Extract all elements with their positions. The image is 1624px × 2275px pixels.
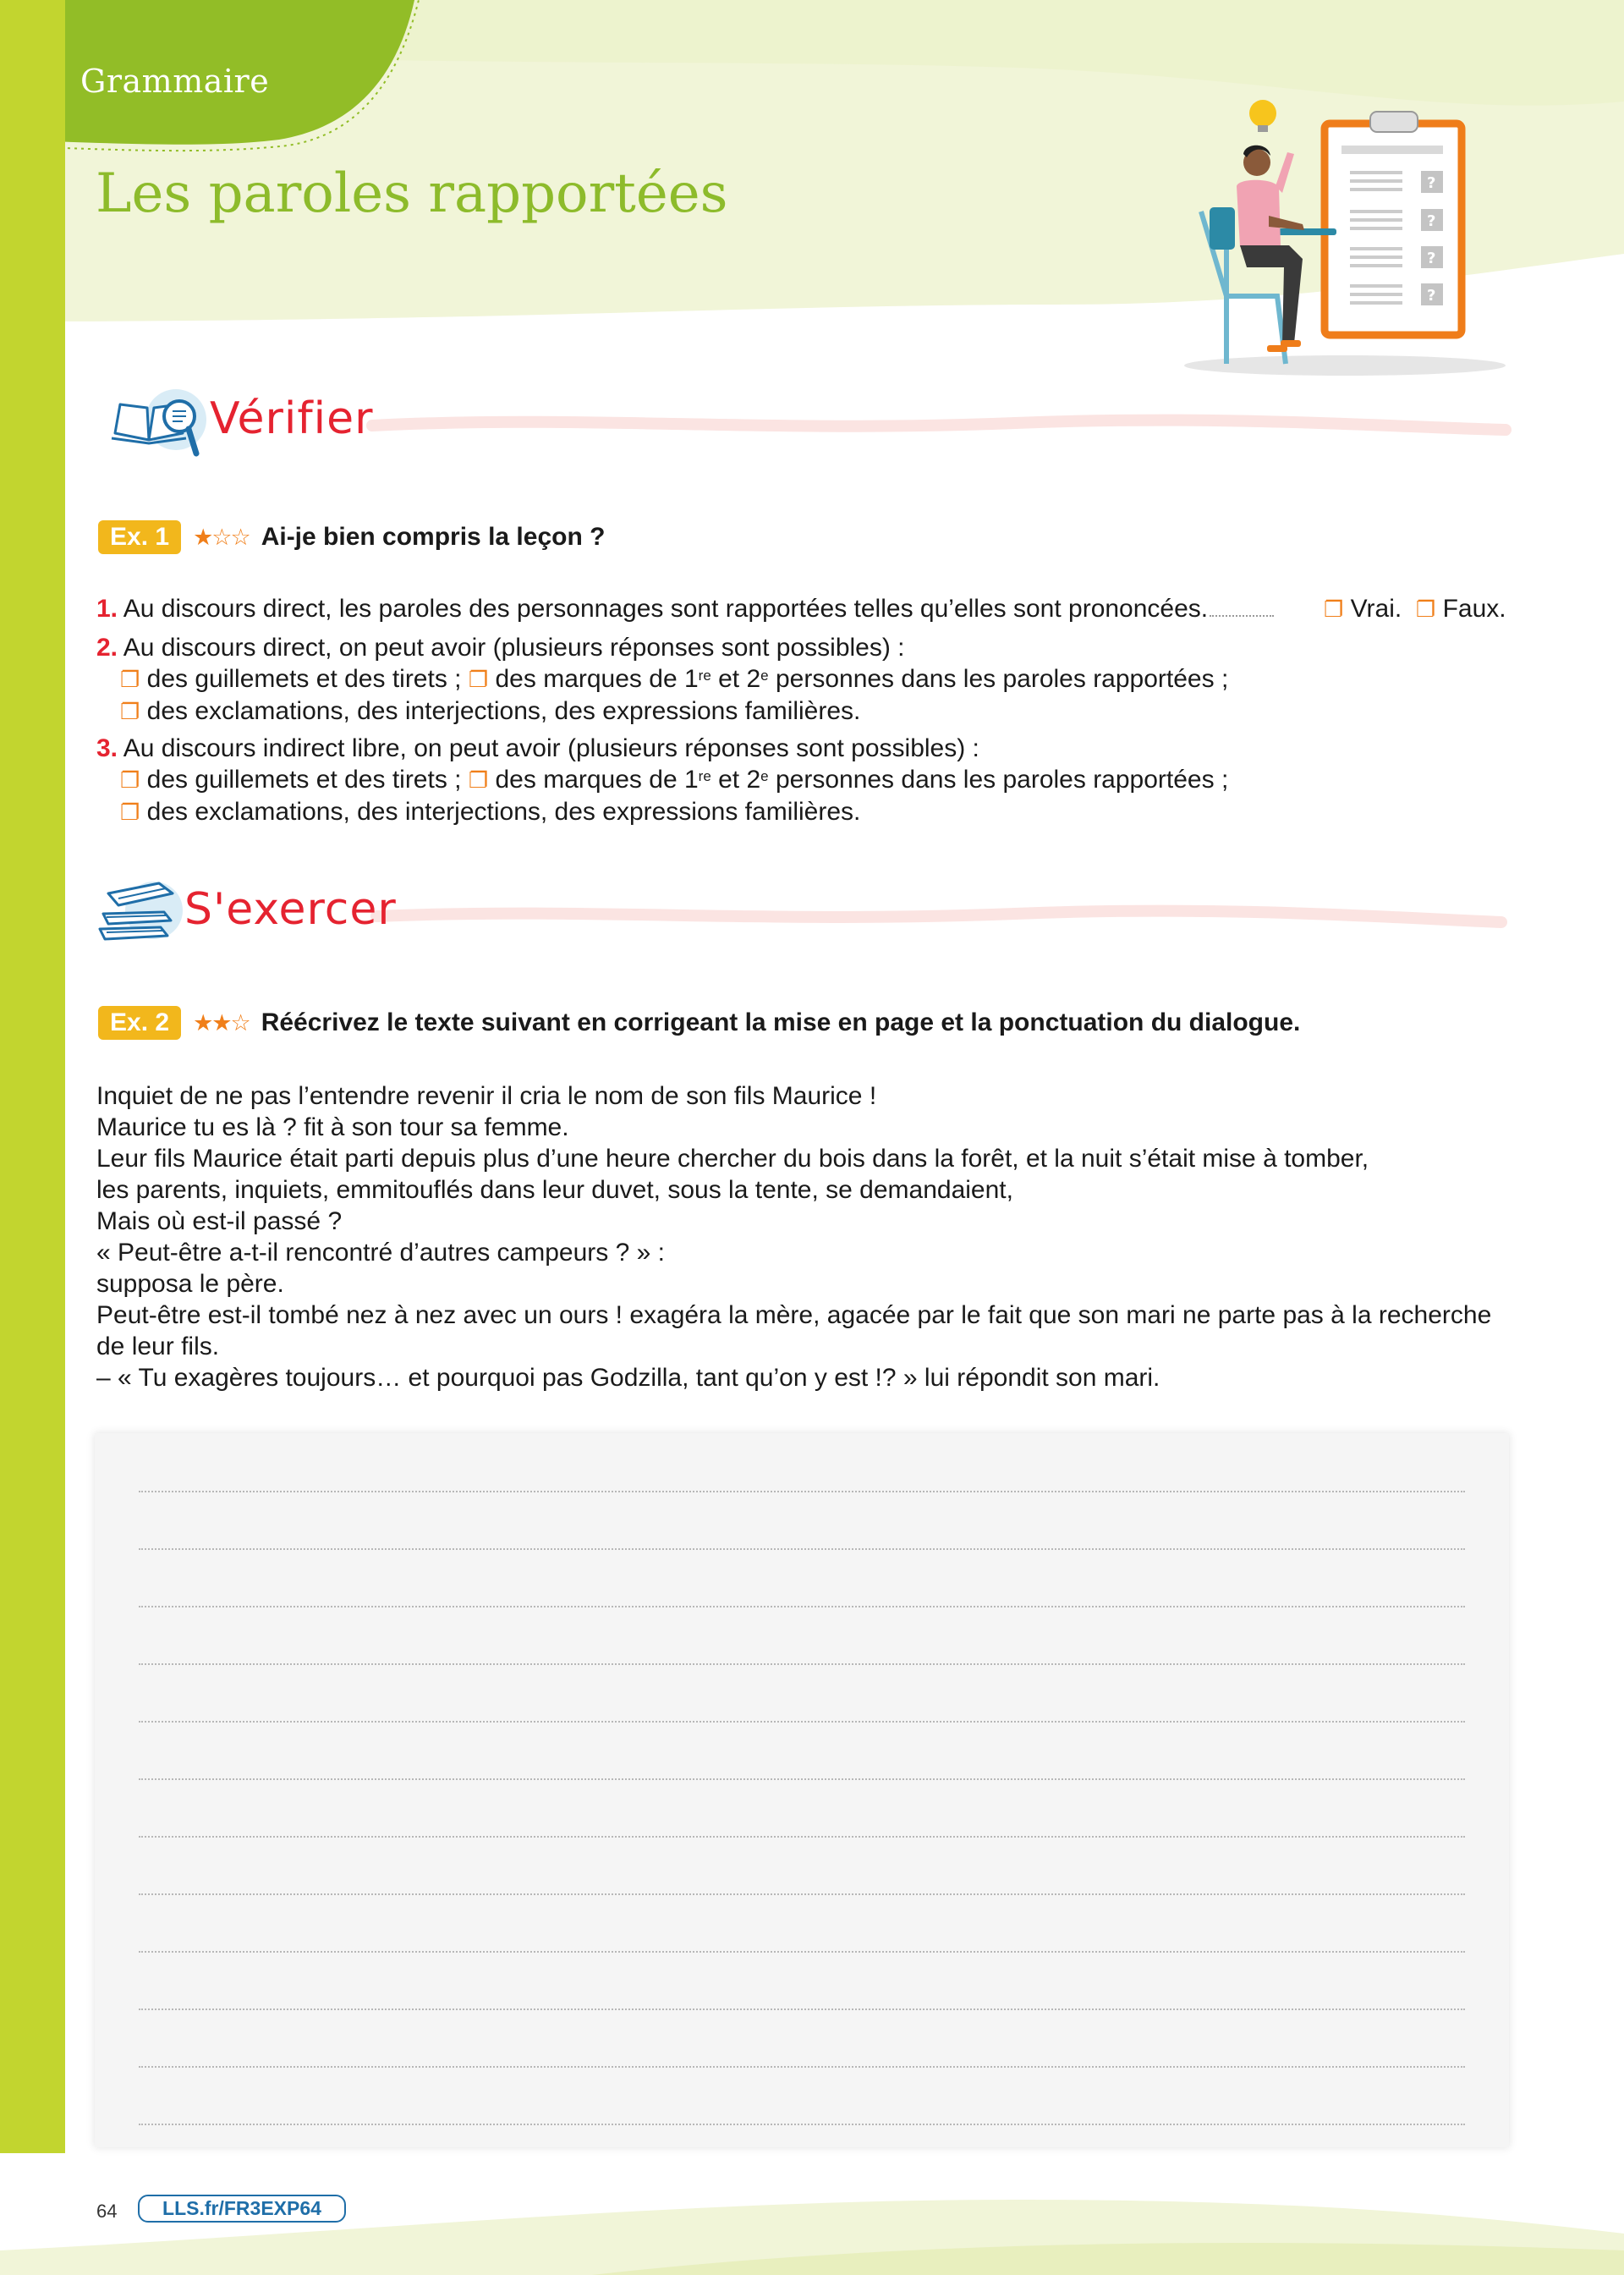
difficulty-stars: ★★☆ xyxy=(193,1009,250,1036)
question-number: 2. xyxy=(96,634,118,662)
page-title: Les paroles rapportées xyxy=(96,162,728,225)
checkbox-option[interactable]: ❐ xyxy=(468,767,489,793)
writing-line[interactable] xyxy=(139,1548,1465,1550)
question-text: Au discours direct, les paroles des personnages sont rapportées telles qu’elles sont prononcées. xyxy=(123,595,1209,623)
writing-line[interactable] xyxy=(139,2066,1465,2068)
writing-line[interactable] xyxy=(139,1491,1465,1492)
clipboard-icon xyxy=(1325,112,1462,335)
question-text: Au discours direct, on peut avoir (plusieurs réponses sont possibles) : xyxy=(123,634,905,662)
text-line: de leur fils. xyxy=(96,1333,220,1360)
text-line: – « Tu exagères toujours… et pourquoi pas Godzilla, tant qu’on y est !? » lui répondit son mari. xyxy=(96,1364,1160,1392)
checkbox-option[interactable]: ❐ xyxy=(120,800,140,825)
text-line: Peut-être est-il tombé nez à nez avec un ours ! exagéra la mère, agacée par le fait que son mari ne parte pas à la recherche xyxy=(96,1301,1492,1329)
option-text: des guillemets et des tirets ; xyxy=(146,665,462,693)
question-number: 1. xyxy=(96,595,118,623)
option-text: des marques de 1re et 2e personnes dans les paroles rapportées ; xyxy=(495,665,1229,693)
question-text: Au discours indirect libre, on peut avoir (plusieurs réponses sont possibles) : xyxy=(123,734,979,762)
answer-writing-area[interactable] xyxy=(95,1433,1509,2147)
text-line: « Peut-être a-t-il rencontré d’autres campeurs ? » : xyxy=(96,1239,665,1267)
section-heading-sexercer: S'exercer xyxy=(184,884,397,935)
writing-line[interactable] xyxy=(139,1893,1465,1895)
exercise-title: Réécrivez le texte suivant en corrigeant la mise en page et la ponctuation du dialogue. xyxy=(261,1008,1301,1036)
writing-line[interactable] xyxy=(139,1836,1465,1838)
checkbox-option[interactable]: ❐ xyxy=(120,699,140,724)
text-line: supposa le père. xyxy=(96,1270,284,1298)
page-number: 64 xyxy=(96,2201,118,2222)
text-line: Maurice tu es là ? fit à son tour sa femme. xyxy=(96,1113,569,1141)
q1-options xyxy=(1324,593,1506,625)
dotted-leader xyxy=(1210,615,1274,617)
lightbulb-icon xyxy=(1249,100,1276,132)
svg-text:?: ? xyxy=(1427,287,1436,305)
writing-line[interactable] xyxy=(139,1606,1465,1607)
question-1 xyxy=(96,593,1281,624)
checkbox-vrai[interactable]: ❐ xyxy=(1324,596,1344,622)
resource-link[interactable]: LLS.fr/FR3EXP64 xyxy=(138,2195,346,2223)
student-illustration xyxy=(1176,93,1514,381)
question-number: 3. xyxy=(96,734,118,762)
text-line: Inquiet de ne pas l’entendre revenir il cria le nom de son fils Maurice ! xyxy=(96,1082,877,1110)
option-text: des exclamations, des interjections, des expressions familières. xyxy=(146,697,861,725)
checkbox-option[interactable]: ❐ xyxy=(120,667,140,692)
exercise-2-header xyxy=(98,1006,1300,1040)
svg-text:?: ? xyxy=(1427,212,1436,230)
text-line: Leur fils Maurice était parti depuis plus d’une heure chercher du bois dans la forêt, et la nuit s’était mise à tomber, xyxy=(96,1145,1369,1173)
writing-line[interactable] xyxy=(139,1951,1465,1953)
writing-line[interactable] xyxy=(139,2124,1465,2125)
category-label: Grammaire xyxy=(80,63,270,100)
svg-text:?: ? xyxy=(1427,250,1436,267)
option-vrai-label: Vrai. xyxy=(1350,595,1402,623)
text-line: Mais où est-il passé ? xyxy=(96,1207,343,1235)
checkbox-option[interactable]: ❐ xyxy=(120,767,140,793)
checkbox-option[interactable]: ❐ xyxy=(468,667,489,692)
exercise-badge: Ex. 2 xyxy=(98,1006,181,1040)
writing-line[interactable] xyxy=(139,1663,1465,1665)
checkbox-faux[interactable]: ❐ xyxy=(1415,596,1436,622)
option-text: des marques de 1re et 2e personnes dans les paroles rapportées ; xyxy=(495,766,1229,794)
question-3 xyxy=(96,733,1228,828)
writing-line[interactable] xyxy=(139,1721,1465,1723)
option-text: des exclamations, des interjections, des expressions familières. xyxy=(146,798,861,826)
option-faux-label: Faux. xyxy=(1442,595,1506,623)
writing-line[interactable] xyxy=(139,1778,1465,1780)
books-stack-icon xyxy=(95,876,189,949)
writing-line[interactable] xyxy=(139,2008,1465,2010)
text-line: les parents, inquiets, emmitouflés dans leur duvet, sous la tente, se demandaient, xyxy=(96,1176,1013,1204)
svg-text:?: ? xyxy=(1427,174,1436,192)
difficulty-stars: ★☆☆ xyxy=(193,524,250,551)
exercise-title: Ai-je bien compris la leçon ? xyxy=(261,523,606,551)
exercise-badge: Ex. 1 xyxy=(98,520,181,554)
exercise-1-header xyxy=(98,520,605,554)
question-2 xyxy=(96,632,1228,728)
magnifier-book-icon xyxy=(108,382,208,469)
option-text: des guillemets et des tirets ; xyxy=(146,766,462,794)
exercise-2-text xyxy=(96,1080,1491,1393)
section-heading-verifier: Vérifier xyxy=(210,393,374,444)
